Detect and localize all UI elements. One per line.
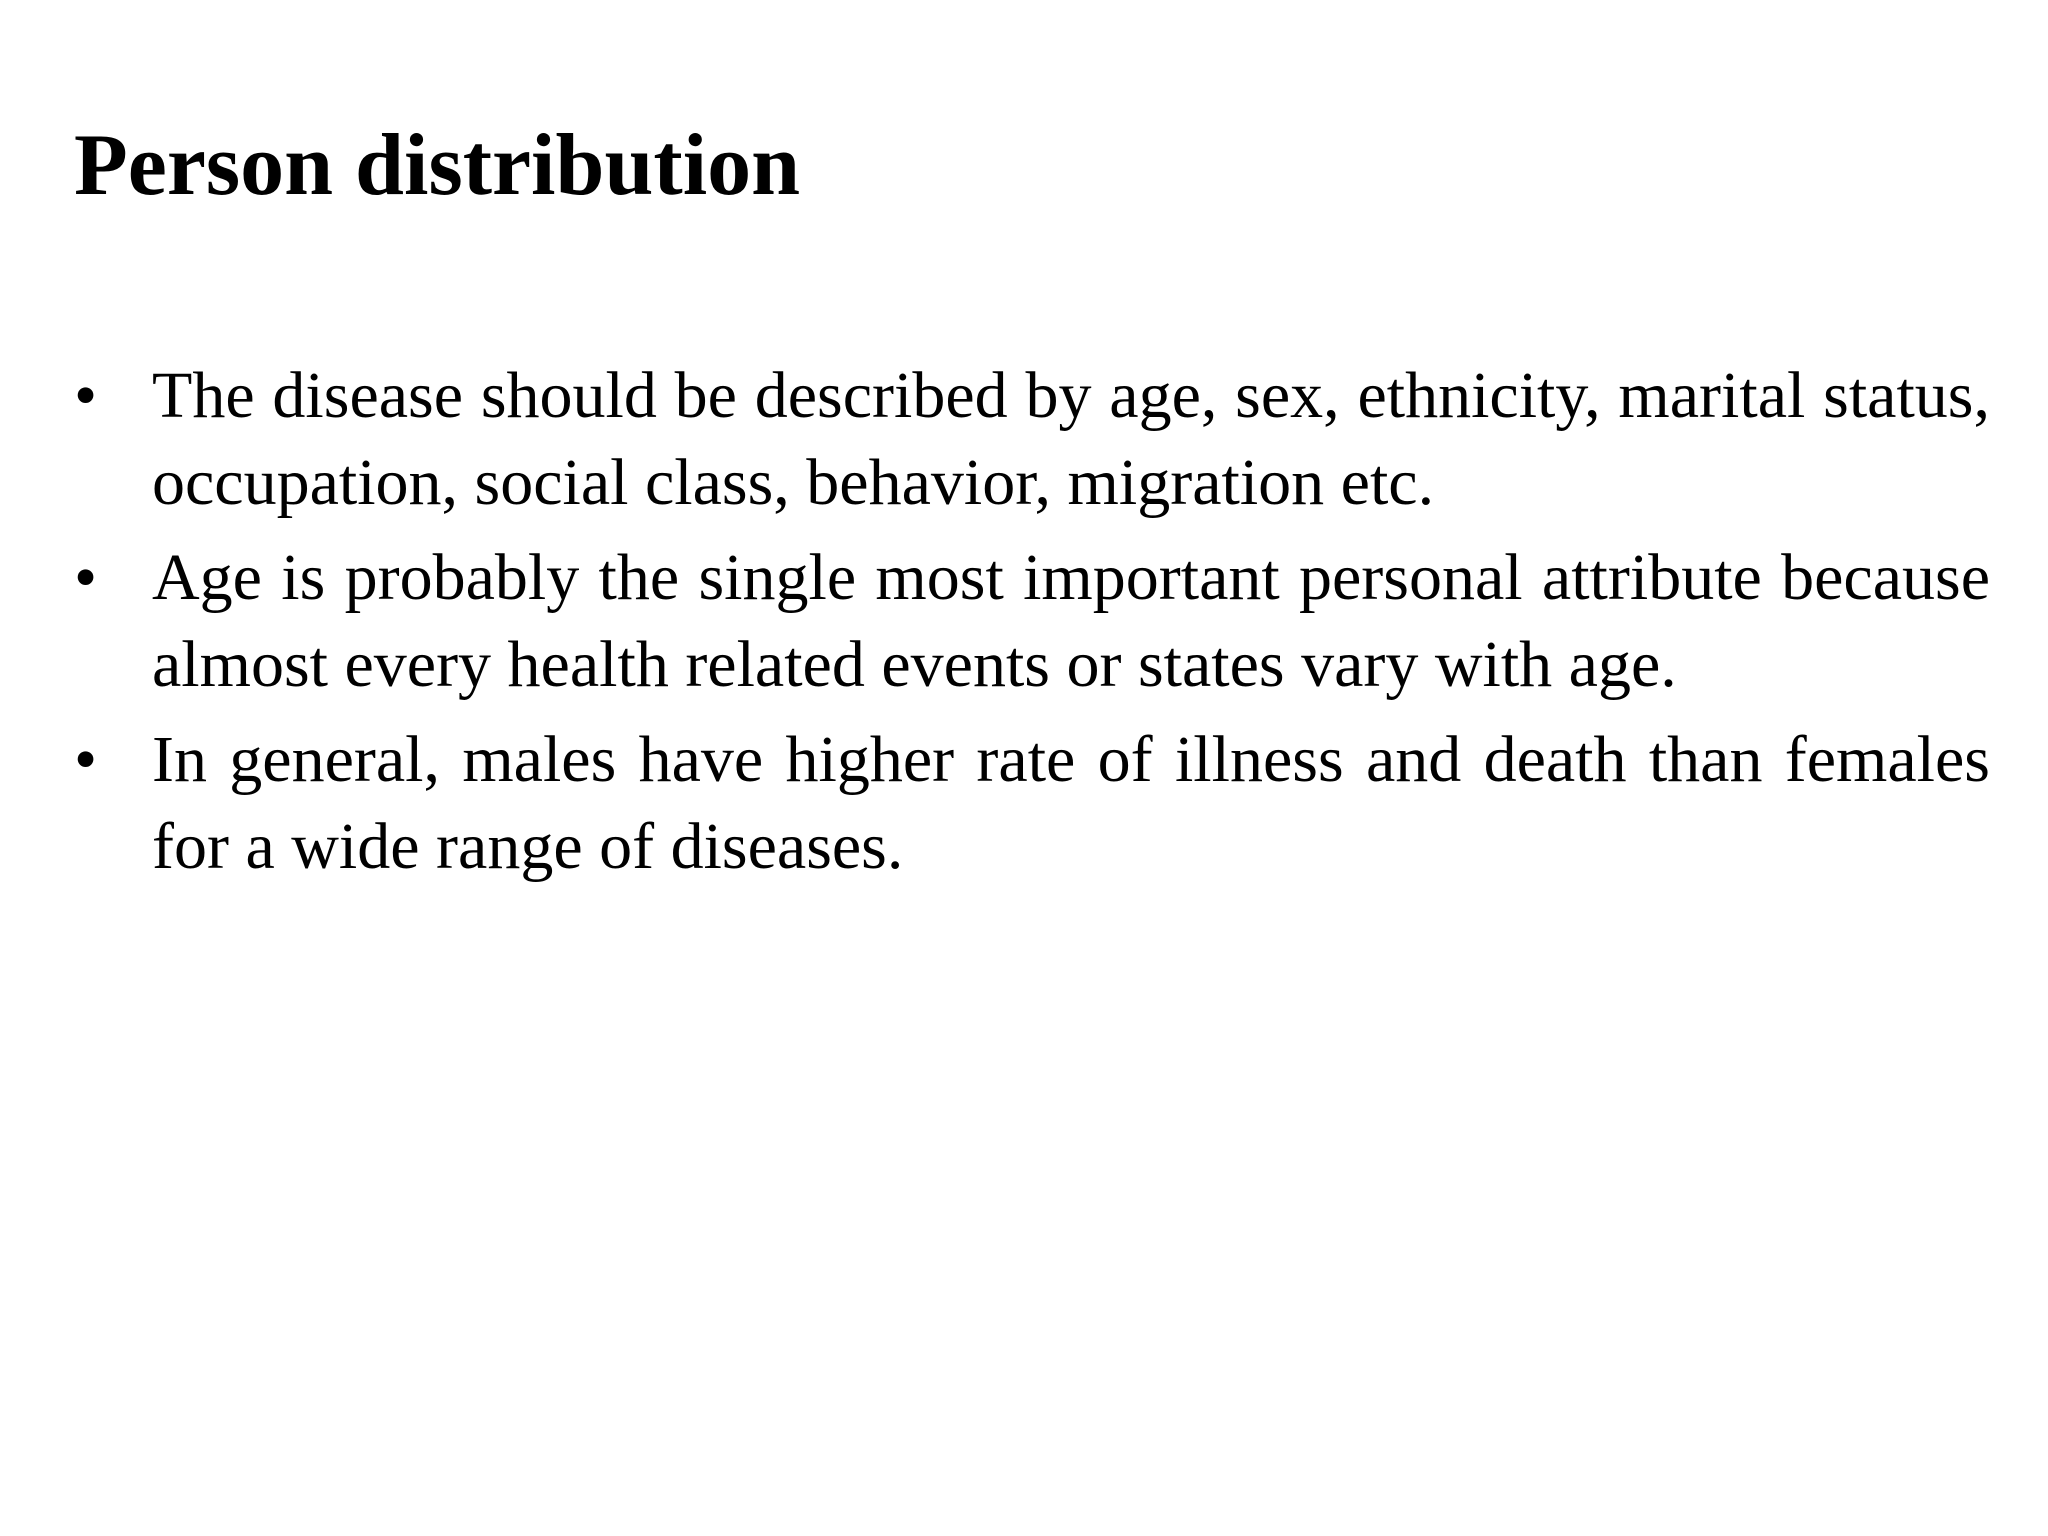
slide-title: Person distribution	[74, 117, 801, 214]
bullet-marker: •	[74, 359, 98, 432]
bullet-list	[74, 352, 1990, 898]
bullet-item	[74, 716, 1990, 890]
bullet-item	[74, 534, 1990, 708]
bullet-item	[74, 352, 1990, 526]
bullet-marker: •	[74, 541, 98, 614]
bullet-text: Age is probably the single most important personal attribute because almost every health related events or states vary with age.	[152, 541, 1990, 701]
bullet-text: In general, males have higher rate of illness and death than females for a wide range of diseases.	[152, 723, 1990, 883]
bullet-marker: •	[74, 723, 98, 796]
bullet-text: The disease should be described by age, sex, ethnicity, marital status, occupation, social class, behavior, migration etc.	[152, 359, 1990, 519]
